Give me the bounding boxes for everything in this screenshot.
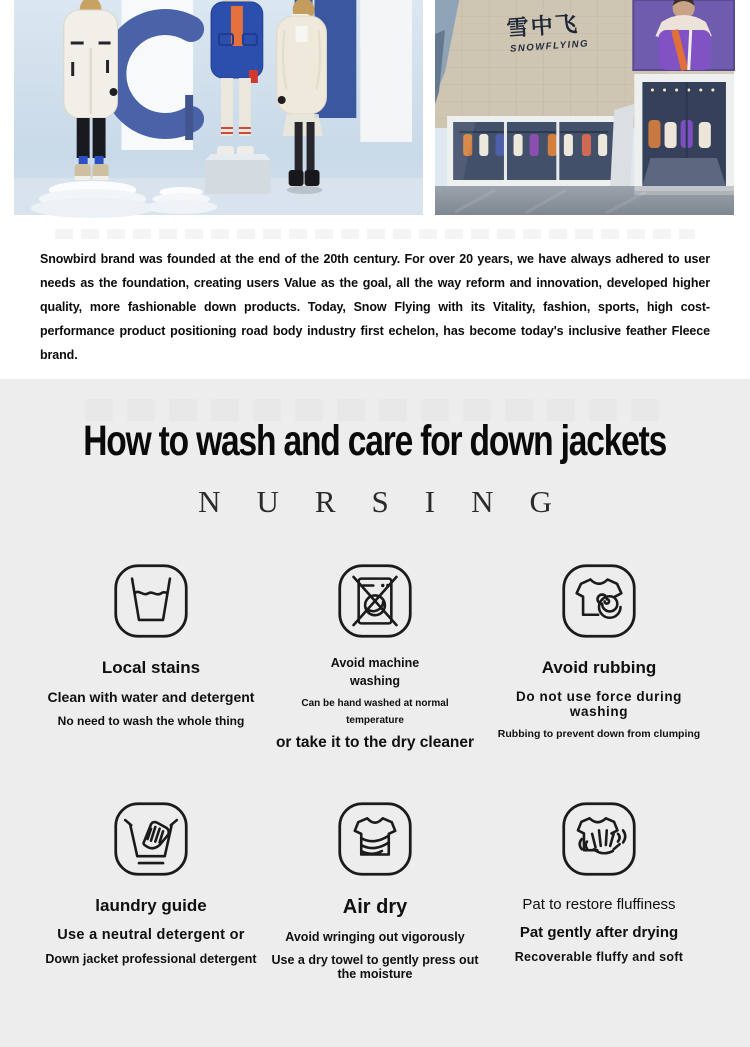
care-item-line1: Pat gently after drying [519, 924, 679, 942]
wash-basin-icon [108, 558, 194, 644]
store-sign-cn: 雪中飞 [505, 11, 580, 41]
store-entrance [634, 74, 734, 194]
white-panel [360, 0, 412, 142]
care-item-pat-fluff [487, 796, 711, 981]
care-item-line2: Recoverable fluffy and soft [514, 950, 684, 965]
care-item-line1: Can be hand washed at normal temperature [301, 698, 449, 727]
hero-photo-row [0, 0, 750, 215]
care-item-line1: Do not use force during washing [515, 689, 683, 719]
brand-intro-text: Snowbird brand was founded at the end of the 20th century. For over 20 years, we have always adhered to user needs as the foundation, creating users Value as the goal, all the way reform and innovation, developed higher quality, more fashionable down products. Today, Snow Flying with its Vitality, fashion, sports, high cost-performance product positioning road body industry first echelon, has become today's inclusive feather Fleece brand. [40, 252, 710, 362]
care-guide-section [0, 379, 750, 1047]
air-dry-icon [332, 796, 418, 882]
care-section-title: How to wash and care for down jackets [83, 417, 667, 465]
care-item-title: Pat to restore fluffiness [522, 896, 676, 914]
care-items-grid [39, 558, 711, 981]
brush-banner [113, 0, 193, 150]
care-item-line2: Use a dry towel to gently press out the moisture [271, 953, 479, 982]
care-item-title: laundry guide [95, 896, 207, 916]
storefront-photo[interactable] [435, 0, 734, 215]
care-item-line1: Avoid wringing out vigorously [285, 930, 465, 945]
care-item-line2: Rubbing to prevent down from clumping [497, 728, 701, 740]
care-item-title: Air dry [342, 896, 408, 919]
care-item-line1: Clean with water and detergent [47, 689, 255, 705]
no-machine-wash-icon [332, 558, 418, 644]
care-item-laundry-guide [39, 796, 263, 981]
care-item-no-machine-wash [263, 558, 487, 752]
store-sign [506, 10, 590, 54]
care-item-title: Avoid machine washing [330, 656, 420, 689]
care-item-title: Local stains [101, 658, 201, 677]
hand-wash-icon [108, 796, 194, 882]
store-sign-en: SNOWFLYING [509, 38, 590, 55]
care-item-line2: Down jacket professional detergent [45, 952, 257, 967]
care-item-local-stains [39, 558, 263, 752]
store-display-scene [14, 0, 423, 215]
led-screen [633, 0, 734, 70]
care-item-no-rubbing [487, 558, 711, 752]
care-item-title: Avoid rubbing [541, 658, 657, 677]
no-rubbing-icon [556, 558, 642, 644]
care-item-line2: No need to wash the whole thing [57, 714, 245, 728]
store-display-photo[interactable] [14, 0, 423, 215]
pat-fluff-icon [556, 796, 642, 882]
brand-intro-section [0, 215, 750, 379]
care-item-line2: or take it to the dry cleaner [275, 734, 475, 752]
care-item-air-dry [263, 796, 487, 981]
storefront-scene [435, 0, 734, 215]
care-section-subtitle: NURSING [198, 484, 588, 519]
faded-watermark-text [55, 229, 695, 239]
show-window [447, 116, 620, 186]
care-item-line1: Use a neutral detergent or [57, 927, 245, 944]
